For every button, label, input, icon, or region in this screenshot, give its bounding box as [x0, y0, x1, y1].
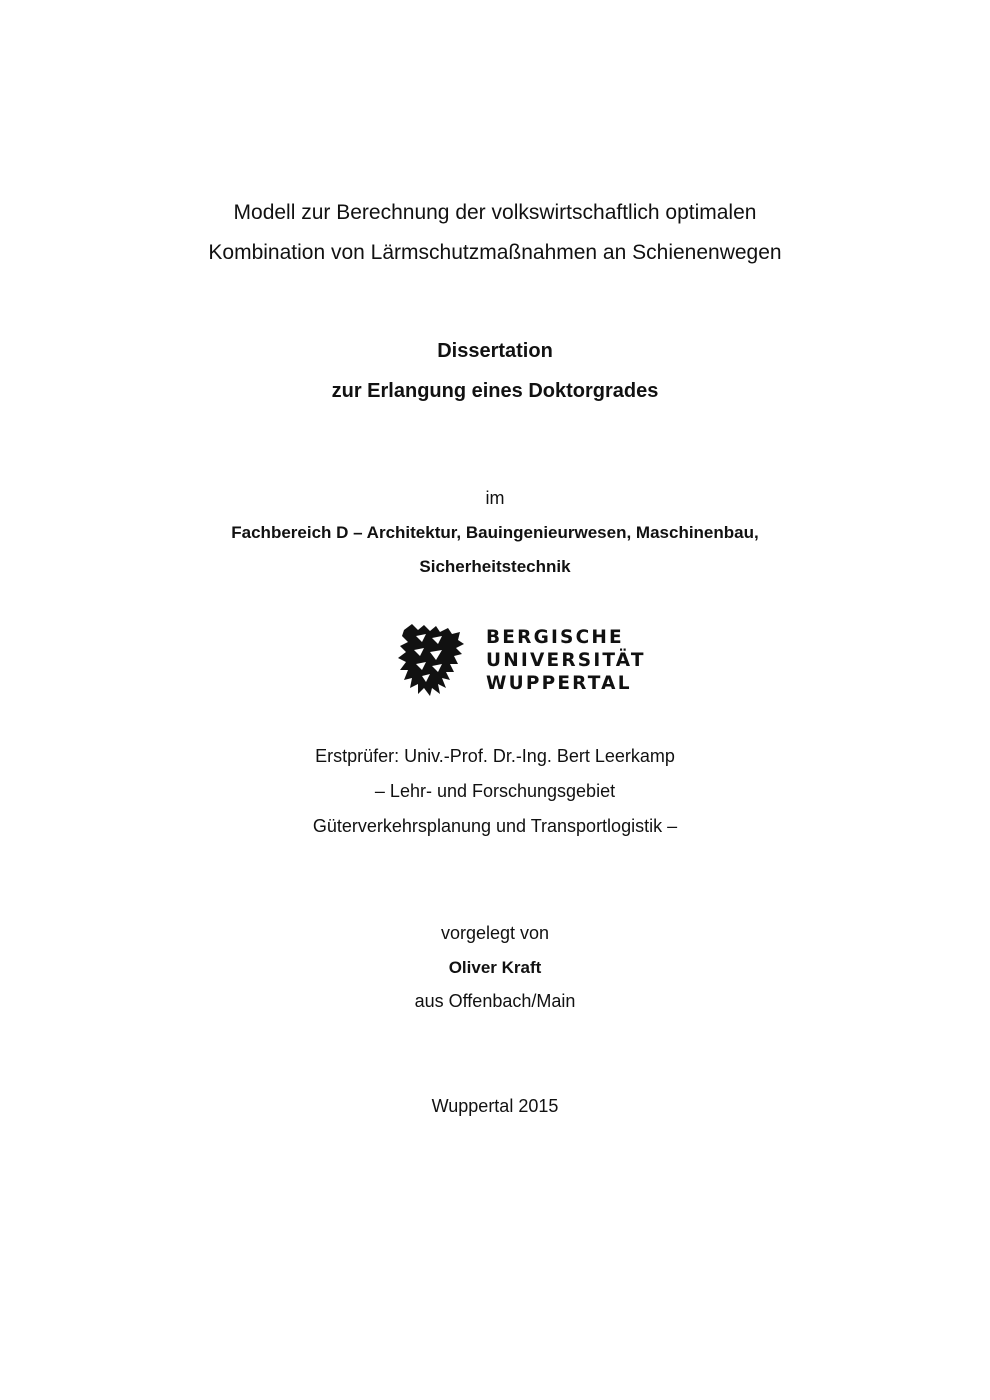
examiner-line-3: Güterverkehrsplanung und Transportlogistik – — [312, 816, 678, 836]
title-line-2: Kombination von Lärmschutzmaßnahmen an Schienenwegen — [208, 241, 782, 264]
logo-line-1: BERGISCHE — [486, 627, 624, 648]
subtitle-line-1: Dissertation — [437, 340, 553, 362]
title-line-1: Modell zur Berechnung der volkswirtschaftlich optimalen — [233, 201, 757, 224]
faculty-line-1: Fachbereich D – Architektur, Bauingenieurwesen, Maschinenbau, — [231, 523, 759, 542]
subtitle-line-2: zur Erlangung eines Doktorgrades — [331, 380, 659, 402]
author-name: Oliver Kraft — [448, 958, 542, 977]
examiner-line-2: – Lehr- und Forschungsgebiet — [374, 781, 616, 801]
faculty-prefix: im — [485, 488, 505, 508]
place-date: Wuppertal 2015 — [431, 1096, 559, 1116]
faculty-line-2: Sicherheitstechnik — [419, 557, 571, 576]
examiner-line-1: Erstprüfer: Univ.-Prof. Dr.-Ing. Bert Leerkamp — [315, 746, 675, 766]
logo-wordmark — [486, 626, 646, 695]
university-logo — [396, 622, 646, 698]
wuppertal-lion-emblem-icon — [396, 622, 468, 698]
author-prefix: vorgelegt von — [440, 923, 550, 943]
logo-line-3: WUPPERTAL — [486, 673, 632, 694]
logo-line-2: UNIVERSITÄT — [486, 650, 646, 671]
author-origin: aus Offenbach/Main — [414, 991, 576, 1011]
